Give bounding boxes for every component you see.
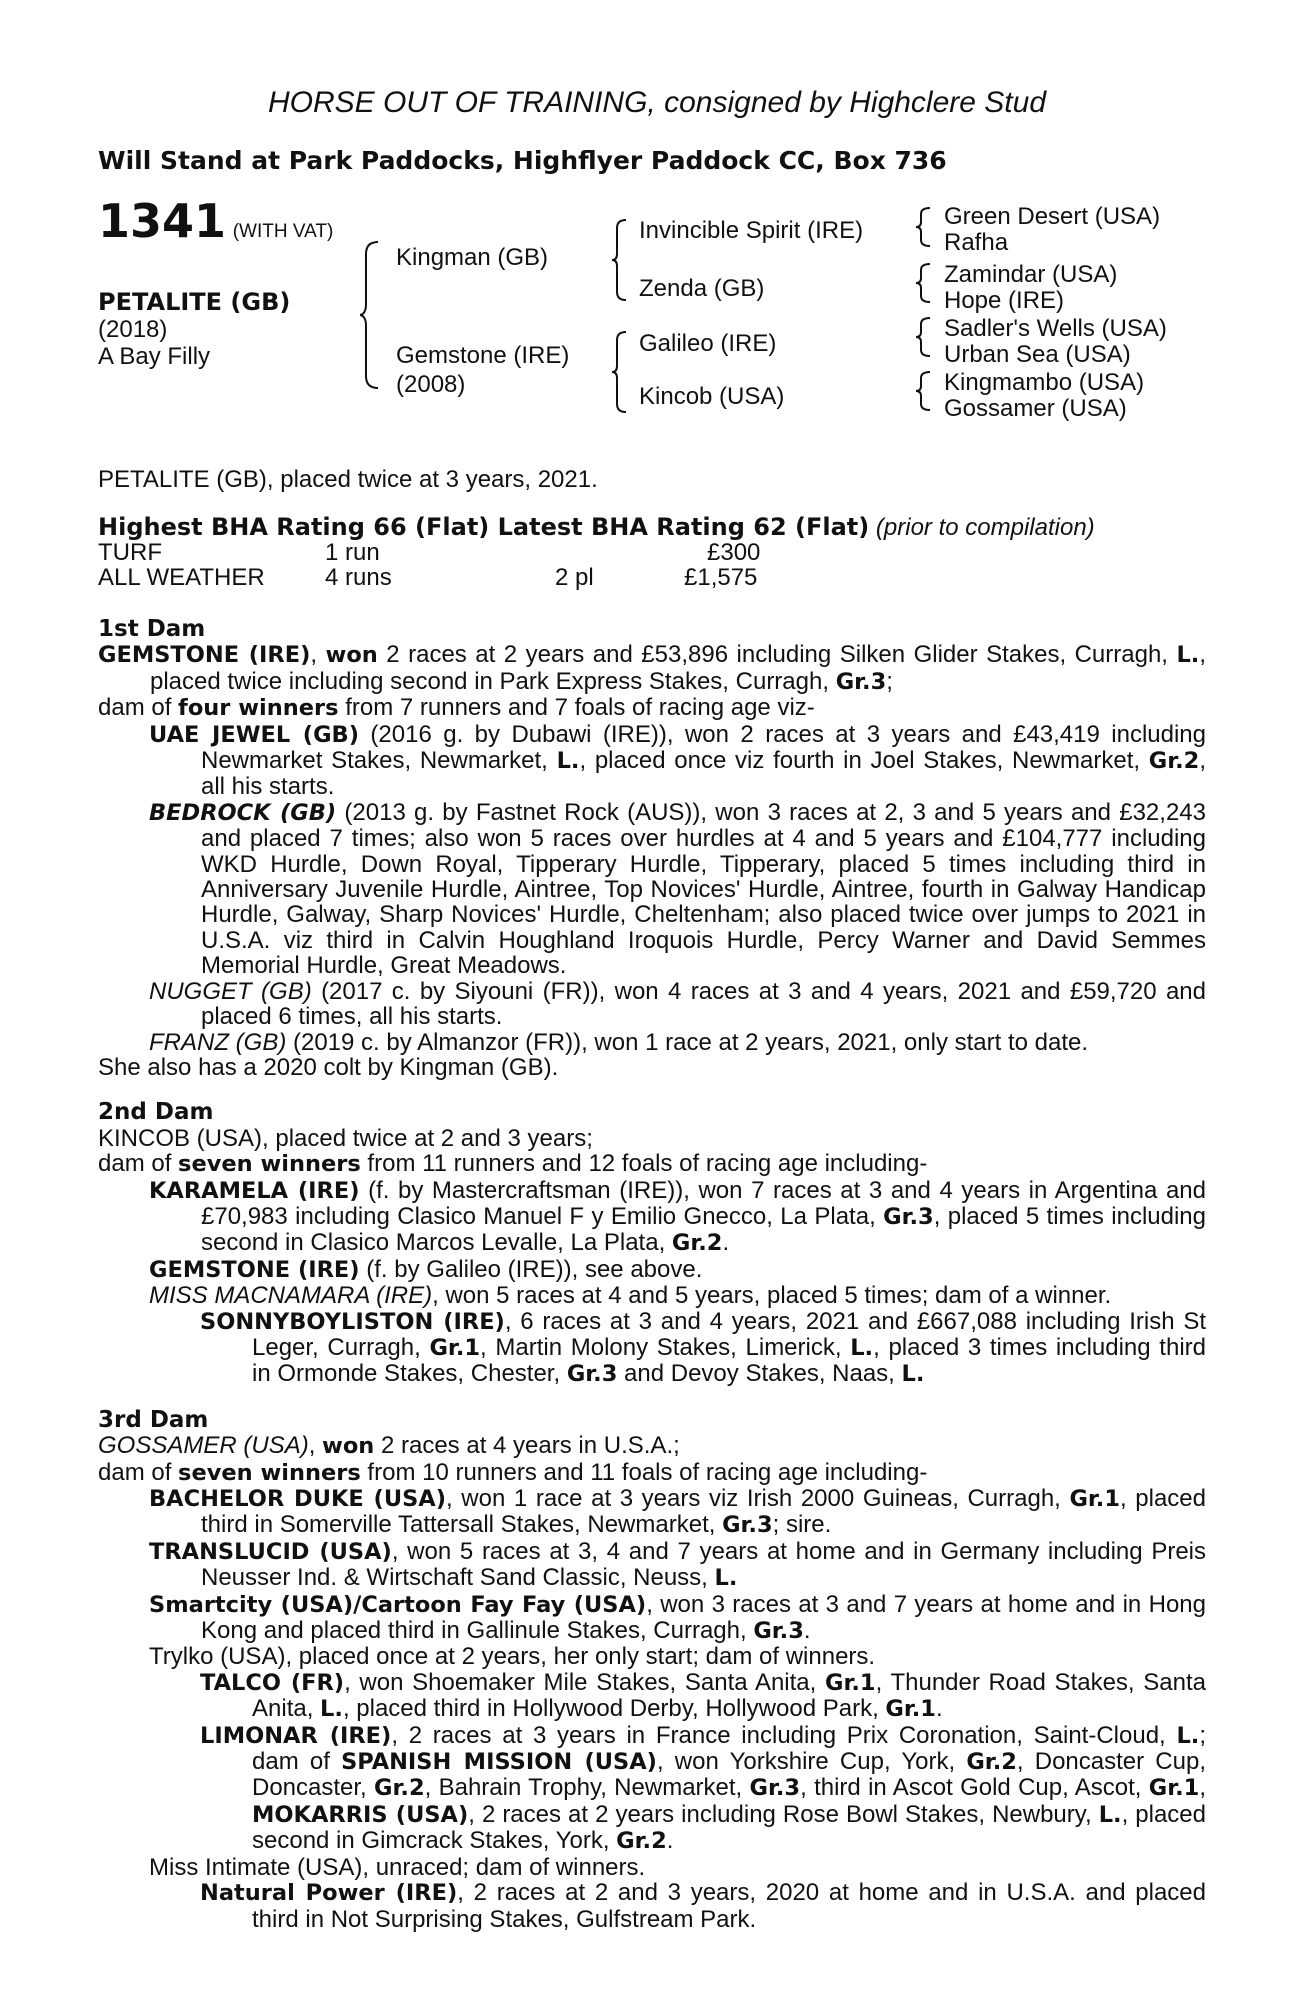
pedigree-dam-year: (2008) (396, 371, 466, 398)
pedigree-ggp-5: Sadler's Wells (USA) (944, 315, 1167, 342)
produce-bedrock: BEDROCK (GB) (2013 g. by Fastnet Rock (AUS)), won 3 races at 2, 3 and 5 years and £32,243 and placed 7 times; also won 5 races over hurdles at 4 and 5 years and £104,777 including WKD Hurdle, Down Royal, Tipperary Hurdle, Tipperary, placed 5 times including third in Anniversary Juvenile Hurdle, Aintree, Top Novices' Hurdle, Aintree, fourth in Galway Handicap Hurdle, Galway, Sharp Novices' Hurdle, Cheltenham; also placed twice over jumps to 2021 in U.S.A. viz third in Calvin Houghland Iroquois Hurdle, Percy Warner and David Semmes Memorial Hurdle, Great Meadows. (149, 798, 1206, 980)
section-3rd-dam: 3rd Dam (98, 1406, 209, 1433)
pedigree-ggp-8: Gossamer (USA) (944, 395, 1127, 422)
pedigree-brace-dam (612, 330, 628, 414)
horse-name: PETALITE (GB) (98, 288, 291, 316)
produce-miss-macnamara: MISS MACNAMARA (IRE), won 5 races at 4 and 5 years, placed 5 times; dam of a winner. (149, 1282, 1112, 1310)
record-turf-surface: TURF (98, 539, 162, 566)
third-dam-record: GOSSAMER (USA), won 2 races at 4 years in U.S.A.; (98, 1432, 680, 1460)
produce-talco: TALCO (FR), won Shoemaker Mile Stakes, Santa Anita, Gr.1, Thunder Road Stakes, Santa Anita, L., placed third in Hollywood Derby, Hollywood Park, Gr.1. (200, 1668, 1206, 1723)
record-aw-surface: ALL WEATHER (98, 564, 265, 591)
pedigree-brace-gd2 (916, 370, 932, 412)
pedigree-brace-sire (612, 218, 628, 302)
pedigree-brace-gs2 (916, 316, 932, 358)
horse-description: A Bay Filly (98, 343, 211, 370)
produce-trylko: Trylko (USA), placed once at 2 years, her only start; dam of winners. (149, 1643, 876, 1671)
pedigree-ggp-7: Kingmambo (USA) (944, 369, 1145, 396)
pedigree-sire: Kingman (GB) (396, 244, 549, 271)
section-2nd-dam: 2nd Dam (98, 1099, 214, 1126)
second-dam-produce-intro: dam of seven winners from 11 runners and 12 foals of racing age including- (98, 1150, 928, 1178)
vat-note: (WITH VAT) (232, 221, 334, 242)
pedigree-brace-gs1 (916, 206, 932, 248)
produce-translucid: TRANSLUCID (USA), won 5 races at 3, 4 and 7 years at home and in Germany including Preis Neusser Ind. & Wirtschaft Sand Classic, Neuss, L. (149, 1537, 1206, 1592)
produce-uae-jewel: UAE JEWEL (GB) (2016 g. by Dubawi (IRE)), won 2 races at 3 years and £43,419 including Newmarket Stakes, Newmarket, L., placed once viz fourth in Joel Stakes, Newmarket, Gr.2, all his starts. (149, 720, 1207, 801)
pedigree-notes (98, 617, 1206, 1932)
pedigree-granddam-2: Kincob (USA) (639, 383, 785, 410)
lot-number-line (98, 194, 334, 248)
bha-rating: Highest BHA Rating 66 (Flat) Latest BHA Rating 62 (Flat) (prior to compilation) (98, 513, 1095, 541)
produce-2020-colt: She also has a 2020 colt by Kingman (GB). (98, 1053, 559, 1081)
produce-karamela: KARAMELA (IRE) (f. by Mastercraftsman (IRE)), won 7 races at 3 and 4 years in Argentina and £70,983 including Clasico Manuel F y Emilio Gnecco, La Plata, Gr.3, placed 5 times including second in Clasico Marcos Levalle, La Plata, Gr.2. (149, 1176, 1207, 1257)
record-aw-placed: 2 pl (555, 564, 594, 591)
produce-limonar: LIMONAR (IRE), 2 races at 3 years in France including Prix Coronation, Saint-Cloud, L.; dam of SPANISH MISSION (USA), won Yorkshire Cup, York, Gr.2, Doncaster Cup, Doncaster, Gr.2, Bahrain Trophy, Newmarket, Gr.3, third in Ascot Gold Cup, Ascot, Gr.1, MOKARRIS (USA), 2 races at 2 years including Rose Bowl Stakes, Newbury, L., placed second in Gimcrack Stakes, York, Gr.2. (200, 1721, 1206, 1855)
dam-produce-intro: dam of four winners from 7 runners and 7 foals of racing age viz- (98, 694, 815, 722)
produce-bachelor-duke: BACHELOR DUKE (USA), won 1 race at 3 years viz Irish 2000 Guineas, Curragh, Gr.1, placed third in Somerville Tattersall Stakes, Newmarket, Gr.3; sire. (149, 1485, 1207, 1539)
produce-natural-power: Natural Power (IRE), 2 races at 2 and 3 years, 2020 at home and in U.S.A. and placed third in Not Surprising Stakes, Gulfstream Park. (200, 1879, 1206, 1933)
produce-franz: FRANZ (GB) (2019 c. by Almanzor (FR)), won 1 race at 2 years, 2021, only start to date. (149, 1028, 1089, 1056)
second-dam-record: KINCOB (USA), placed twice at 2 and 3 years; (98, 1124, 593, 1152)
horse-year: (2018) (98, 316, 168, 343)
pedigree-ggp-1: Green Desert (USA) (944, 203, 1161, 230)
pedigree-dam: Gemstone (IRE) (396, 342, 570, 369)
produce-smartcity: Smartcity (USA)/Cartoon Fay Fay (USA), won 3 races at 3 and 7 years at home and in Hong Kong and placed third in Gallinule Stakes, Curragh, Gr.3. (149, 1590, 1206, 1645)
pedigree-granddam-1: Zenda (GB) (639, 275, 765, 302)
pedigree-ggp-2: Rafha (944, 229, 1009, 256)
produce-nugget: NUGGET (GB) (2017 c. by Siyouni (FR)), won 4 races at 3 and 4 years, 2021 and £59,720 and placed 6 times, all his starts. (149, 977, 1207, 1031)
produce-sonnyboyliston: SONNYBOYLISTON (IRE), 6 races at 3 and 4 years, 2021 and £667,088 including Irish St Leger, Curragh, Gr.1, Martin Molony Stakes, Limerick, L., placed 3 times including third in Ormonde Stakes, Chester, Gr.3 and Devoy Stakes, Naas, L. (200, 1307, 1207, 1388)
record-turf-earnings: £300 (707, 539, 761, 566)
produce-gemstone: GEMSTONE (IRE) (f. by Galileo (IRE)), see above. (149, 1255, 703, 1283)
stand-location: Will Stand at Park Paddocks, Highflyer Paddock CC, Box 736 (98, 146, 947, 175)
record-turf-runs: 1 run (325, 539, 380, 566)
pedigree-ggp-6: Urban Sea (USA) (944, 341, 1131, 368)
pedigree-grandsire-1: Invincible Spirit (IRE) (639, 217, 864, 244)
pedigree-ggp-4: Hope (IRE) (944, 287, 1065, 314)
pedigree-brace-main (360, 240, 380, 390)
dam-record: GEMSTONE (IRE), won 2 races at 2 years and £53,896 including Silken Glider Stakes, Curragh, L., placed twice including second in Park Express Stakes, Curragh, Gr.3; (98, 641, 1206, 695)
produce-miss-intimate: Miss Intimate (USA), unraced; dam of winners. (149, 1853, 646, 1881)
lot-number: 1341 (98, 194, 227, 248)
record-aw-runs: 4 runs (325, 564, 392, 591)
page-title: HORSE OUT OF TRAINING, consigned by Highclere Stud (267, 86, 1047, 119)
race-summary: PETALITE (GB), placed twice at 3 years, 2021. (98, 466, 598, 493)
pedigree-brace-gd1 (916, 262, 932, 304)
third-dam-produce-intro: dam of seven winners from 10 runners and 11 foals of racing age including- (98, 1458, 928, 1486)
record-aw-earnings: £1,575 (684, 564, 758, 591)
pedigree-ggp-3: Zamindar (USA) (944, 261, 1118, 288)
section-1st-dam: 1st Dam (98, 616, 206, 642)
pedigree-grandsire-2: Galileo (IRE) (639, 330, 777, 357)
